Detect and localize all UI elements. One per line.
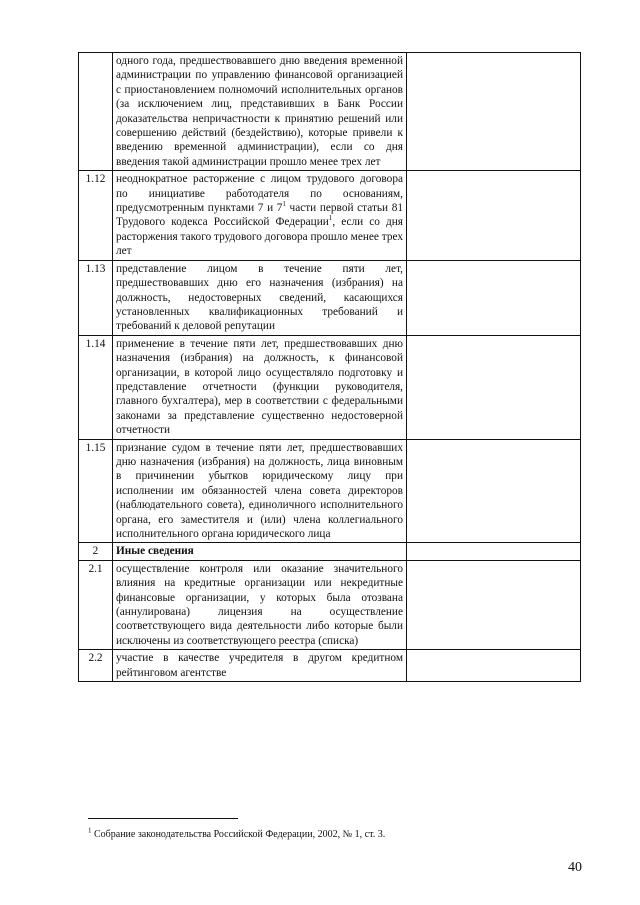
row-value-cell [407,543,581,560]
row-text: осуществление контроля или оказание значительного влияния на кредитные организации или некредитные финансовые организации, у которых была отозвана (аннулирована) лицензия на осуществление соответствующего вида деятельности либо которые были исключены из соответствующего реестра (списка) [113,560,407,649]
row-value-cell [407,260,581,335]
table-row [79,439,581,543]
section-title: Иные сведения [113,543,407,560]
row-value-cell [407,439,581,543]
row-value-cell [407,335,581,439]
row-text-part: , если со дня расторжения такого трудового договора прошло менее трех лет [116,216,403,258]
row-text: представление лицом в течение пяти лет, предшествовавших дню его назначения (избрания) на должность, недостоверных сведений, касающихся установленных квалификационных требований и требований к деловой репутации [113,260,407,335]
footnote [88,826,386,841]
row-text [113,171,407,260]
table-row [79,560,581,649]
row-text: участие в качестве учредителя в другом кредитном рейтинговом агентстве [113,650,407,682]
row-text: признание судом в течение пяти лет, предшествовавших дню назначения (избрания) на должность, лица виновным в причинении убытков юридическому лицу при исполнении им обязанностей члена совета директоров (наблюдательного совета), единоличного исполнительного органа, его заместителя и (или) члена коллегиального исполнительного органа юридического лица [113,439,407,543]
row-number: 2.2 [79,650,113,682]
table-row [79,335,581,439]
row-number: 1.12 [79,171,113,260]
row-number [79,53,113,171]
row-value-cell [407,53,581,171]
requirements-table [78,52,581,682]
row-value-cell [407,560,581,649]
row-text: применение в течение пяти лет, предшествовавших дню назначения (избрания) на должность, к финансовой организации, в которой лицо осуществляло подготовку и представление отчетности (функции руководителя, главного бухгалтера), мер в соответствии с федеральными законами за представление существенно недостоверной отчетности [113,335,407,439]
footnote-reference: 1 [328,214,333,223]
footnote-mark: 1 [88,826,92,835]
row-number: 1.13 [79,260,113,335]
row-value-cell [407,171,581,260]
table-row [79,53,581,171]
section-number: 2 [79,543,113,560]
row-text-part: неоднократное расторжение с лицом трудового договора по инициативе работодателя по основаниям, предусмотренным пунктами 7 и 7 [116,173,403,215]
section-header-row [79,543,581,560]
table-row [79,650,581,682]
row-number: 1.15 [79,439,113,543]
row-number: 1.14 [79,335,113,439]
table-row [79,171,581,260]
row-number: 2.1 [79,560,113,649]
footnote-text: Собрание законодательства Российской Федерации, 2002, № 1, ст. 3. [91,829,386,840]
table-row [79,260,581,335]
row-text: одного года, предшествовавшего дню введения временной администрации по управлению финансовой организацией с приостановлением полномочий исполнительных органов (за исключением лиц, представивших в Банк России доказательства непричастности к принятию решений или совершению действий (бездействию), которые привели к введению временной администрации), если со дня введения такой администрации прошло менее трех лет [113,53,407,171]
row-text-part: части первой статьи 81 Трудового кодекса Российской Федерации [116,202,404,229]
row-value-cell [407,650,581,682]
superscript-mark: 1 [282,200,286,209]
page-number: 40 [568,860,582,875]
footnote-divider [88,818,238,819]
